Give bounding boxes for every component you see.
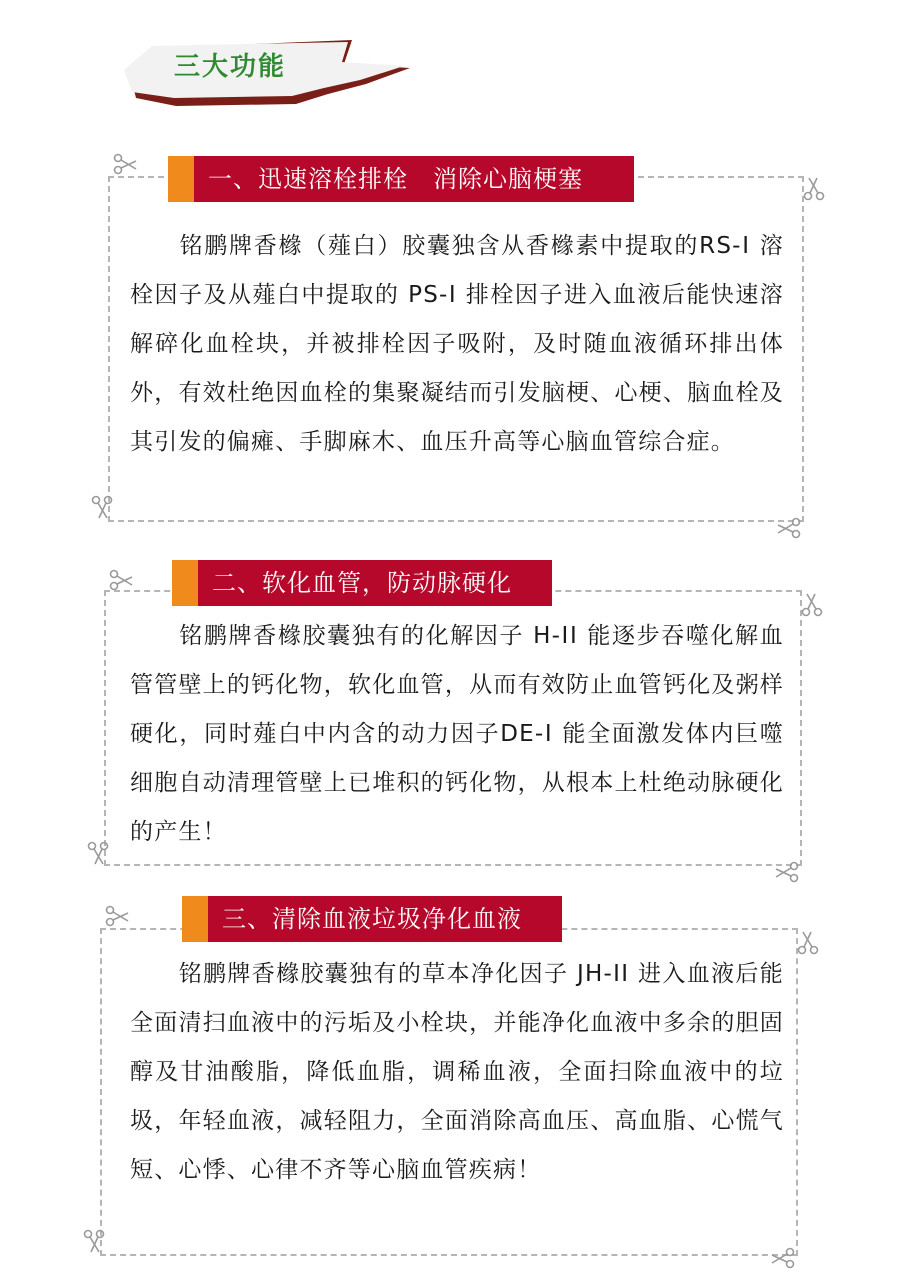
scissors-icon bbox=[104, 904, 130, 930]
scissors-icon bbox=[770, 1246, 796, 1272]
scissors-icon bbox=[798, 592, 824, 618]
page-title: 三大功能 bbox=[174, 52, 287, 82]
section-paragraph: 铭鹏牌香橼胶囊独有的化解因子 H-ⅠⅠ 能逐步吞噬化解血管管壁上的钙化物，软化血管，从而有效防止血管钙化及粥样硬化，同时薤白中内含的动力因子DE-Ⅰ 能全面激发体内巨噬细胞自动清理管壁上已堆积的钙化物，从根本上杜绝动脉硬化的产生！ bbox=[130, 623, 784, 845]
section-paragraph: 铭鹏牌香橼胶囊独有的草本净化因子 JH-ⅠⅠ 进入血液后能全面清扫血液中的污垢及小栓块，并能净化血液中多余的胆固醇及甘油酸脂，降低血脂，调稀血液，全面扫除血液中的垃圾，年轻血液，减轻阻力，全面消除高血压、高血脂、心慌气短、心悸、心律不齐等心脑血管疾病！ bbox=[130, 961, 784, 1183]
heading-accent bbox=[182, 896, 208, 942]
scissors-icon bbox=[776, 516, 802, 542]
scissors-icon bbox=[800, 176, 826, 202]
section-banner bbox=[116, 40, 416, 112]
section-heading: 一、迅速溶栓排栓 消除心脑梗塞 bbox=[194, 156, 634, 202]
heading-accent bbox=[172, 560, 198, 606]
heading-accent bbox=[168, 156, 194, 202]
section-heading: 二、软化血管，防动脉硬化 bbox=[198, 560, 552, 606]
scissors-icon bbox=[82, 1228, 108, 1254]
section-paragraph: 铭鹏牌香橼（薤白）胶囊独含从香橼素中提取的RS-Ⅰ 溶栓因子及从薤白中提取的 PS-Ⅰ 排栓因子进入血液后能快速溶解碎化血栓块，并被排栓因子吸附，及时随血液循环排出体外，有效杜绝因血栓的集聚凝结而引发脑梗、心梗、脑血栓及其引发的偏瘫、手脚麻木、血压升高等心脑血管综合症。 bbox=[130, 233, 784, 455]
scissors-icon bbox=[86, 840, 112, 866]
scissors-icon bbox=[90, 494, 116, 520]
scissors-icon bbox=[774, 860, 800, 886]
scissors-icon bbox=[108, 568, 134, 594]
scissors-icon bbox=[112, 152, 138, 178]
section-heading: 三、清除血液垃圾净化血液 bbox=[208, 896, 562, 942]
scissors-icon bbox=[794, 930, 820, 956]
